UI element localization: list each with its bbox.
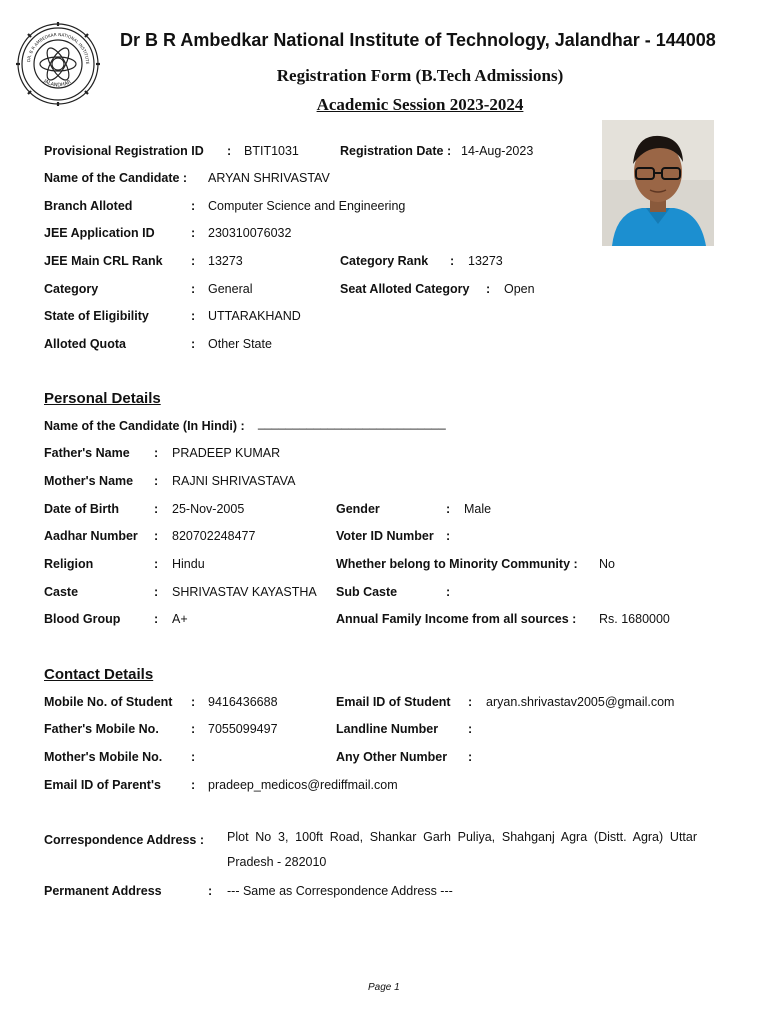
minority-label: Whether belong to Minority Community : bbox=[336, 557, 578, 571]
colon: : bbox=[227, 144, 232, 158]
seat-category-label: Seat Alloted Category bbox=[340, 282, 470, 296]
colon: : bbox=[154, 474, 159, 488]
colon: : bbox=[191, 254, 196, 268]
mother-name-label: Mother's Name bbox=[44, 474, 134, 488]
reg-date-label: Registration Date : bbox=[340, 144, 452, 158]
mother-name-value: RAJNI SHRIVASTAVA bbox=[172, 474, 296, 488]
session-title: Academic Session 2023-2024 bbox=[316, 95, 524, 114]
parent-email-value: pradeep_medicos@rediffmail.com bbox=[208, 778, 398, 792]
income-label: Annual Family Income from all sources : bbox=[336, 612, 577, 626]
aadhar-label: Aadhar Number bbox=[44, 529, 138, 543]
category-value: General bbox=[208, 282, 253, 296]
permanent-address-value: --- Same as Correspondence Address --- bbox=[227, 884, 453, 898]
reg-date-value: 14-Aug-2023 bbox=[461, 144, 534, 158]
logo-text-bottom: JALANDHAR bbox=[42, 78, 73, 89]
colon: : bbox=[468, 695, 473, 709]
personal-details-heading: Personal Details bbox=[44, 390, 161, 407]
student-mobile-label: Mobile No. of Student bbox=[44, 695, 173, 709]
colon: : bbox=[154, 502, 159, 516]
aadhar-value: 820702248477 bbox=[172, 529, 256, 543]
colon: : bbox=[191, 695, 196, 709]
form-title: Registration Form (B.Tech Admissions) bbox=[276, 66, 564, 85]
student-mobile-value: 9416436688 bbox=[208, 695, 278, 709]
logo-text-top: DR. B R AMBEDKAR NATIONAL INSTITUTE bbox=[26, 31, 91, 65]
gender-label: Gender bbox=[336, 502, 380, 516]
mother-mobile-label: Mother's Mobile No. bbox=[44, 750, 163, 764]
correspondence-address-label: Correspondence Address : bbox=[44, 833, 204, 847]
dob-value: 25-Nov-2005 bbox=[172, 502, 245, 516]
blood-group-value: A+ bbox=[172, 612, 188, 626]
colon: : bbox=[191, 750, 196, 764]
caste-value: SHRIVASTAV KAYASTHA bbox=[172, 585, 317, 599]
colon: : bbox=[154, 557, 159, 571]
student-email-value: aryan.shrivastav2005@gmail.com bbox=[486, 695, 675, 709]
colon: : bbox=[191, 778, 196, 792]
colon: : bbox=[208, 884, 213, 898]
other-number-label: Any Other Number bbox=[336, 750, 448, 764]
branch-value: Computer Science and Engineering bbox=[208, 199, 406, 213]
colon: : bbox=[191, 337, 196, 351]
reg-id-label: Provisional Registration ID bbox=[44, 144, 204, 158]
blood-group-label: Blood Group bbox=[44, 612, 121, 626]
caste-label: Caste bbox=[44, 585, 79, 599]
hindi-name-value: ___________________________ bbox=[258, 416, 446, 430]
father-mobile-label: Father's Mobile No. bbox=[44, 722, 159, 736]
category-rank-value: 13273 bbox=[468, 254, 503, 268]
religion-label: Religion bbox=[44, 557, 94, 571]
candidate-name-value: ARYAN SHRIVASTAV bbox=[208, 171, 330, 185]
father-mobile-value: 7055099497 bbox=[208, 722, 278, 736]
dob-label: Date of Birth bbox=[44, 502, 119, 516]
branch-label: Branch Alloted bbox=[44, 199, 133, 213]
correspondence-address-value: Plot No 3, 100ft Road, Shankar Garh Puliya, Shahganj Agra (Distt. Agra) Uttar Pradesh - 282010 bbox=[227, 830, 697, 869]
reg-id-value: BTIT1031 bbox=[244, 144, 299, 158]
crl-rank-label: JEE Main CRL Rank bbox=[44, 254, 163, 268]
income-value: Rs. 1680000 bbox=[599, 612, 670, 626]
minority-value: No bbox=[599, 557, 615, 571]
state-label: State of Eligibility bbox=[44, 309, 149, 323]
colon: : bbox=[191, 199, 196, 213]
jee-app-label: JEE Application ID bbox=[44, 226, 155, 240]
colon: : bbox=[154, 529, 159, 543]
father-name-value: PRADEEP KUMAR bbox=[172, 446, 281, 460]
candidate-name-label: Name of the Candidate : bbox=[44, 171, 188, 185]
colon: : bbox=[446, 502, 451, 516]
colon: : bbox=[446, 585, 451, 599]
colon: : bbox=[468, 750, 473, 764]
colon: : bbox=[450, 254, 455, 268]
institute-logo bbox=[16, 22, 100, 106]
seat-category-value: Open bbox=[504, 282, 535, 296]
colon: : bbox=[154, 612, 159, 626]
colon: : bbox=[191, 226, 196, 240]
crl-rank-value: 13273 bbox=[208, 254, 243, 268]
religion-value: Hindu bbox=[172, 557, 205, 571]
colon: : bbox=[468, 722, 473, 736]
state-value: UTTARAKHAND bbox=[208, 309, 301, 323]
permanent-address-label: Permanent Address bbox=[44, 884, 162, 898]
parent-email-label: Email ID of Parent's bbox=[44, 778, 161, 792]
colon: : bbox=[154, 446, 159, 460]
colon: : bbox=[191, 282, 196, 296]
student-email-label: Email ID of Student bbox=[336, 695, 451, 709]
category-rank-label: Category Rank bbox=[340, 254, 429, 268]
gender-value: Male bbox=[464, 502, 492, 516]
contact-details-heading: Contact Details bbox=[44, 666, 154, 683]
voter-id-label: Voter ID Number bbox=[336, 529, 434, 543]
landline-label: Landline Number bbox=[336, 722, 439, 736]
sub-caste-label: Sub Caste bbox=[336, 585, 398, 599]
category-label: Category bbox=[44, 282, 99, 296]
candidate-photo bbox=[602, 120, 714, 246]
colon: : bbox=[191, 309, 196, 323]
father-name-label: Father's Name bbox=[44, 446, 130, 460]
page-number: Page 1 bbox=[368, 982, 400, 993]
hindi-name-label: Name of the Candidate (In Hindi) : bbox=[44, 419, 245, 433]
jee-app-value: 230310076032 bbox=[208, 226, 292, 240]
colon: : bbox=[486, 282, 491, 296]
quota-value: Other State bbox=[208, 337, 272, 351]
institute-name: Dr B R Ambedkar National Institute of Technology, Jalandhar - 144008 bbox=[120, 30, 716, 50]
colon: : bbox=[446, 529, 451, 543]
quota-label: Alloted Quota bbox=[44, 337, 126, 351]
colon: : bbox=[154, 585, 159, 599]
colon: : bbox=[191, 722, 196, 736]
